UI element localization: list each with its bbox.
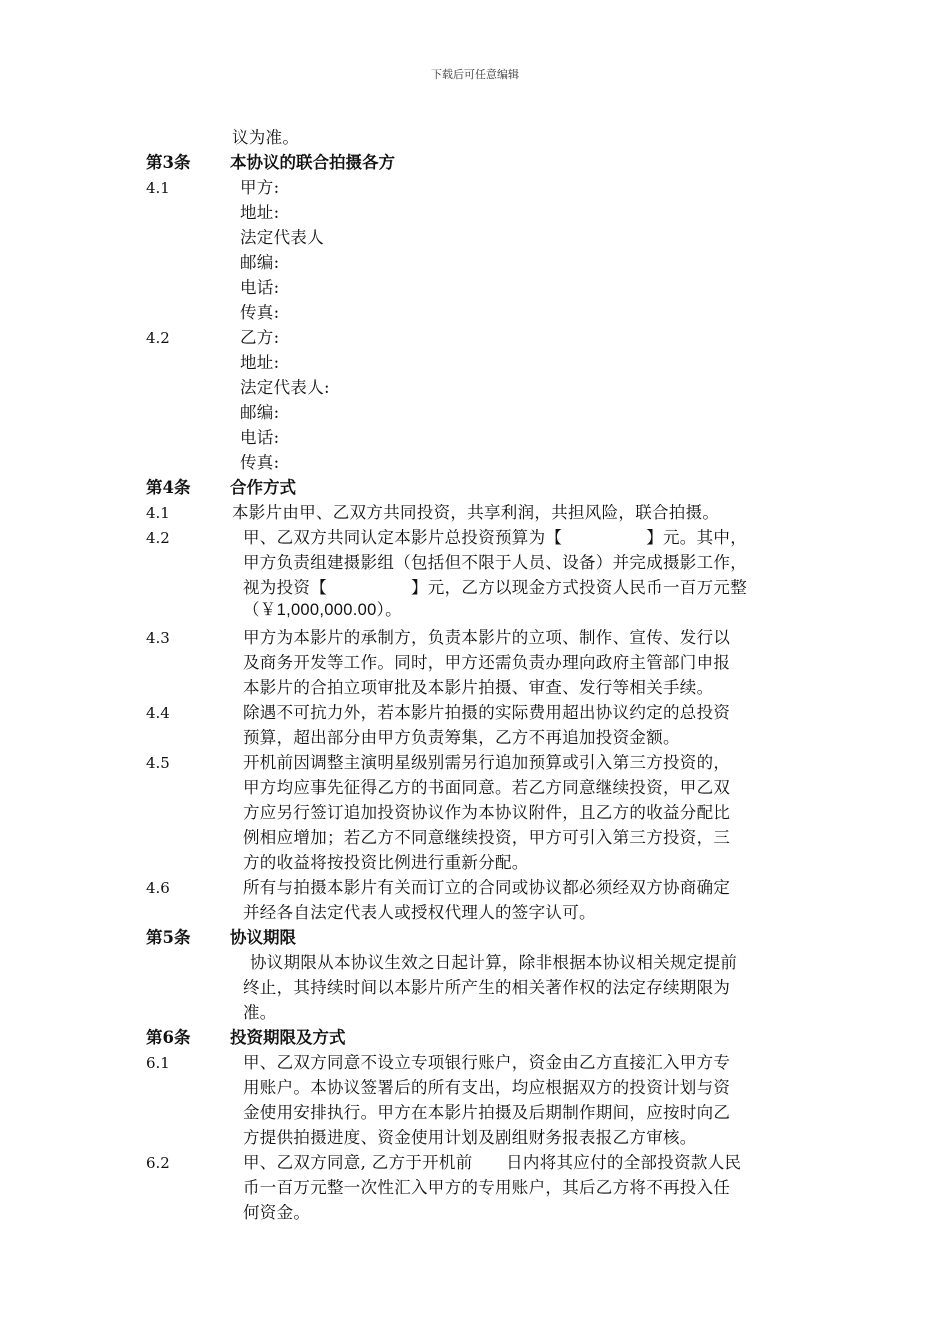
clause-number: 6.1: [146, 1054, 170, 1072]
text-line: 协议期限从本协议生效之日起计算，除非根据本协议相关规定提前: [250, 953, 738, 972]
text-line: 金使用安排执行。甲方在本影片拍摄及后期制作期间，应按时向乙: [243, 1103, 731, 1122]
text-line: 终止，其持续时间以本影片所产生的相关著作权的法定存续期限为: [243, 978, 731, 997]
text-line: 甲、乙双方同意不设立专项银行账户，资金由乙方直接汇入甲方专: [243, 1053, 731, 1072]
clause-number: 4.5: [146, 754, 170, 772]
text-line: 币一百万元整一次性汇入甲方的专用账户，其后乙方将不再投入任: [243, 1178, 731, 1197]
text-line: 用账户。本协议签署后的所有支出，均应根据双方的投资计划与资: [243, 1078, 731, 1097]
clause-number: 4.6: [146, 879, 170, 897]
section-heading-6: [146, 1026, 346, 1050]
text-line: 方提供拍摄进度、资金使用计划及剧组财务报表报乙方审核。: [243, 1128, 697, 1147]
text-line: 方的收益将按投资比例进行重新分配。: [243, 853, 529, 872]
text-line: 除遇不可抗力外，若本影片拍摄的实际费用超出协议约定的总投资: [243, 703, 731, 722]
section-title: 本协议的联合拍摄各方: [230, 153, 395, 172]
text-line: 邮编:: [240, 403, 280, 422]
text-line: 例相应增加；若乙方不同意继续投资，甲方可引入第三方投资，三: [243, 828, 731, 847]
section-number: 第4条: [146, 478, 191, 497]
amount-line: （￥1,000,000.00）。: [243, 601, 402, 619]
text-line: 甲方均应事先征得乙方的书面同意。若乙方同意继续投资，甲乙双: [243, 778, 731, 797]
section-number: 第6条: [146, 1028, 191, 1047]
text-line: 甲方负责组建摄影组（包括但不限于人员、设备）并完成摄影工作，: [243, 553, 747, 572]
section-number: 第3条: [146, 153, 191, 172]
text-line: 甲、乙双方共同认定本影片总投资预算为【 】元。其中，: [243, 528, 747, 547]
text-line: 传真:: [240, 303, 280, 322]
clause-number: 4.2: [146, 529, 170, 547]
text-line: 传真:: [240, 453, 280, 472]
text-line: 何资金。: [243, 1203, 311, 1222]
clause-number: 6.2: [146, 1154, 170, 1172]
text-line: 电话:: [240, 428, 280, 447]
text-line: 预算，超出部分由甲方负责筹集，乙方不再追加投资金额。: [243, 728, 680, 747]
section-number: 第5条: [146, 928, 191, 947]
party-b-label: 乙方:: [240, 328, 280, 347]
text-line: 法定代表人: [240, 228, 324, 247]
text-line: 议为准。: [232, 128, 300, 147]
text-line: 本影片由甲、乙双方共同投资，共享利润，共担风险，联合拍摄。: [232, 503, 720, 522]
section-title: 合作方式: [230, 478, 296, 497]
text-line: 及商务开发等工作。同时，甲方还需负责办理向政府主管部门申报: [243, 653, 731, 672]
page-header-note: 下载后可任意编辑: [431, 68, 519, 81]
text-line: 甲方为本影片的承制方，负责本影片的立项、制作、宣传、发行以: [243, 628, 731, 647]
text-line: 并经各自法定代表人或授权代理人的签字认可。: [243, 903, 596, 922]
text-line: 开机前因调整主演明星级别需另行追加预算或引入第三方投资的，: [243, 753, 731, 772]
clause-number: 4.2: [146, 329, 170, 347]
section-heading-3: [146, 151, 395, 175]
section-title: 协议期限: [230, 928, 296, 947]
text-line: 甲、乙双方同意, 乙方于开机前 日内将其应付的全部投资款人民: [243, 1153, 742, 1172]
text-line: 法定代表人:: [240, 378, 330, 397]
text-line: 准。: [243, 1003, 277, 1022]
clause-number: 4.3: [146, 629, 170, 647]
party-a-label: 甲方:: [240, 178, 280, 197]
text-line: 本影片的合拍立项审批及本影片拍摄、审查、发行等相关手续。: [243, 678, 714, 697]
section-heading-4: [146, 476, 296, 500]
clause-number: 4.4: [146, 704, 170, 722]
section-title: 投资期限及方式: [230, 1028, 346, 1047]
text-line: 方应另行签订追加投资协议作为本协议附件，且乙方的收益分配比: [243, 803, 731, 822]
text-line: 视为投资【 】元，乙方以现金方式投资人民币一百万元整: [243, 578, 747, 597]
clause-number: 4.1: [146, 504, 170, 522]
clause-number: 4.1: [146, 179, 170, 197]
text-line: 邮编:: [240, 253, 280, 272]
text-line: 电话:: [240, 278, 280, 297]
text-line: 所有与拍摄本影片有关而订立的合同或协议都必须经双方协商确定: [243, 878, 731, 897]
section-heading-5: [146, 926, 296, 950]
text-line: 地址:: [240, 203, 280, 222]
text-line: 地址:: [240, 353, 280, 372]
